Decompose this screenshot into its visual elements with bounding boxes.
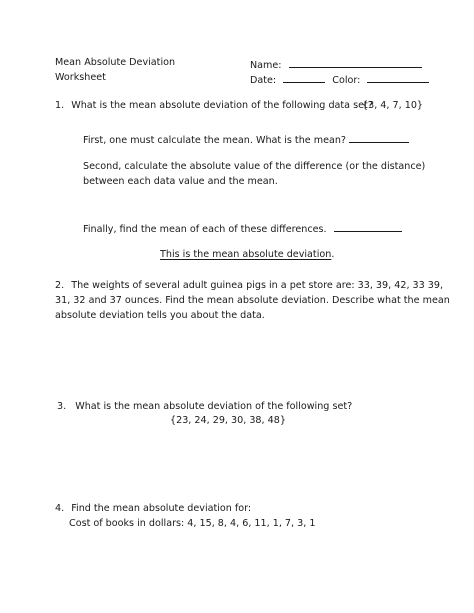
date-blank[interactable] [283,73,325,83]
mean-answer-blank[interactable] [349,133,409,143]
name-label: Name: [250,60,282,71]
question-1-step-2-line-1: Second, calculate the absolute value of the difference (or the distance) [83,161,426,172]
color-blank[interactable] [367,73,429,83]
question-1-prompt: 1. What is the mean absolute deviation of the following data set? [55,100,373,111]
question-4-number: 4. [55,503,65,514]
question-3-prompt: 3. What is the mean absolute deviation of the following set? [57,401,353,412]
question-3-data-set: {23, 24, 29, 30, 38, 48} [170,415,286,426]
date-color-row [250,73,429,86]
question-3-number: 3. [57,401,67,412]
question-1-data-set: {3, 4, 7, 10} [362,100,424,111]
worksheet-subtitle: Worksheet [55,72,106,83]
question-1-step-2-line-2: between each data value and the mean. [83,176,278,187]
worksheet-title: Mean Absolute Deviation [55,57,176,68]
question-4-data: Cost of books in dollars: 4, 15, 8, 4, 6, 11, 1, 7, 3, 1 [69,518,316,529]
name-row [250,58,422,71]
question-1-step-1: First, one must calculate the mean. What is the mean? [83,133,409,146]
question-1-conclusion: This is the mean absolute deviation. [160,249,335,260]
question-1-step-3: Finally, find the mean of each of these differences. [83,222,402,235]
question-2-line-2: 31, 32 and 37 ounces. Find the mean absolute deviation. Describe what the mean [55,295,450,306]
date-label: Date: [250,75,277,86]
question-4-prompt: 4. Find the mean absolute deviation for: [55,503,252,514]
question-2-line-3: absolute deviation tells you about the data. [55,310,265,321]
question-1-number: 1. [55,100,65,111]
differences-mean-blank[interactable] [334,222,402,232]
question-2-line-1: 2. The weights of several adult guinea pigs in a pet store are: 33, 39, 42, 33 39, [55,280,444,291]
color-label: Color: [332,75,361,86]
name-blank[interactable] [289,58,422,68]
question-2-number: 2. [55,280,65,291]
